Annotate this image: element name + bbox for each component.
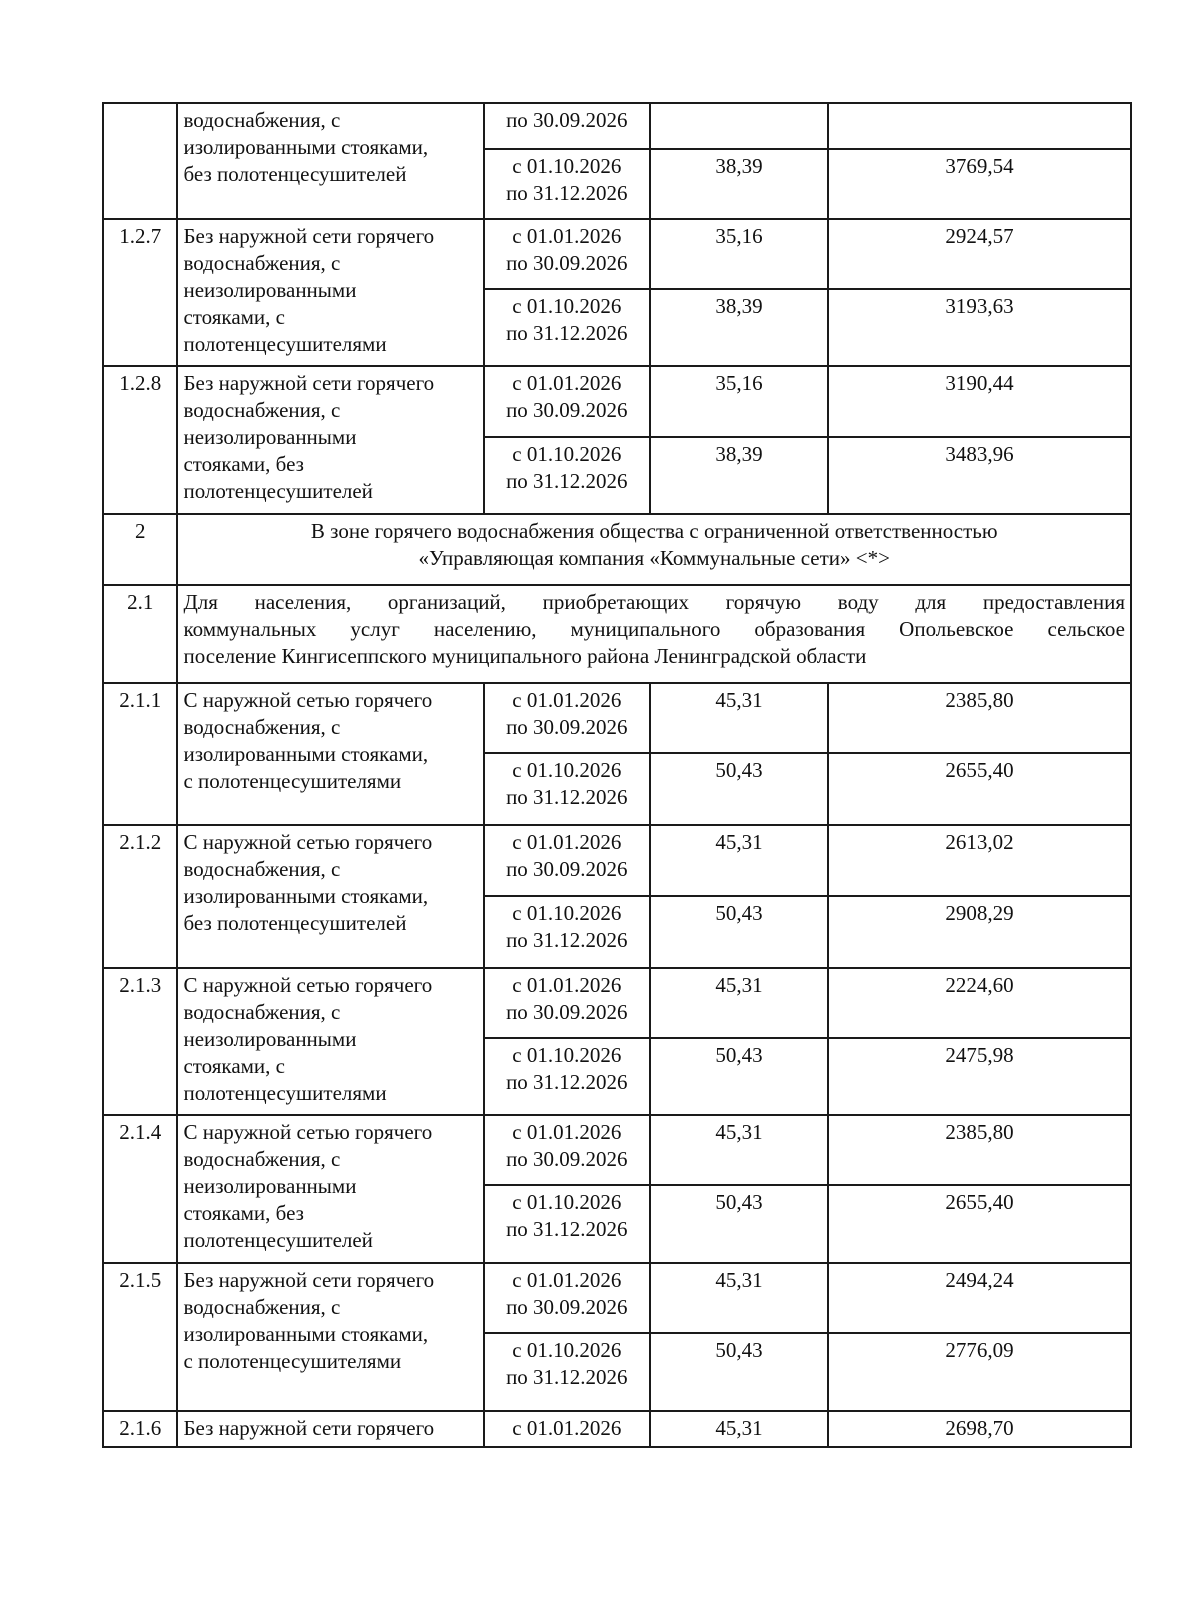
description-line: водоснабжения, с <box>183 1000 341 1024</box>
period-cell <box>484 683 651 753</box>
description-line: водоснабжения, с <box>183 715 341 739</box>
amount-cell <box>828 1038 1131 1115</box>
period-line: по 30.09.2026 <box>506 715 628 739</box>
rate-cell <box>650 1038 828 1115</box>
amount-cell <box>828 366 1131 437</box>
row-number-text: 2.1.1 <box>119 688 162 712</box>
rate-value: 45,31 <box>715 688 763 712</box>
rate-value: 50,43 <box>715 901 763 925</box>
description-line: неизолированными <box>183 278 357 302</box>
period-cell <box>484 219 651 289</box>
period-line: с 01.10.2026 <box>512 1338 622 1362</box>
period-line: с 01.10.2026 <box>512 154 622 178</box>
amount-value: 3769,54 <box>945 154 1014 178</box>
rate-cell <box>650 219 828 289</box>
amount-cell <box>828 683 1131 753</box>
description-line: полотенцесушителями <box>183 1081 387 1105</box>
period-line: с 01.01.2026 <box>512 1416 622 1440</box>
description-line: С наружной сетью горячего <box>183 830 433 854</box>
description-line: полотенцесушителями <box>183 332 387 356</box>
amount-value: 3190,44 <box>945 371 1014 395</box>
period-line: с 01.10.2026 <box>512 442 622 466</box>
description-line: С наружной сетью горячего <box>183 973 433 997</box>
period-line: с 01.10.2026 <box>512 1190 622 1214</box>
subsection-text-line: поселение Кингисеппского муниципального района Ленинградской области <box>183 644 867 668</box>
description-line: изолированными стояками, <box>183 742 429 766</box>
row-number-text: 2.1.2 <box>119 830 162 854</box>
rate-value: 45,31 <box>715 1416 763 1440</box>
subsection-text-line: Для населения, организаций, приобретающих горячую воду для предоставления <box>183 590 1125 614</box>
row-number-text: 2.1.4 <box>119 1120 162 1144</box>
period-line: с 01.01.2026 <box>512 371 622 395</box>
amount-cell <box>828 437 1131 514</box>
period-cell <box>484 1411 651 1447</box>
amount-value: 2908,29 <box>945 901 1014 925</box>
description-line: неизолированными <box>183 425 357 449</box>
amount-cell <box>828 1115 1131 1185</box>
row-description <box>177 1411 483 1447</box>
amount-value: 2655,40 <box>945 758 1014 782</box>
description-line: Без наружной сети горячего <box>183 224 435 248</box>
description-line: полотенцесушителей <box>183 479 373 503</box>
period-line: по 30.09.2026 <box>506 1295 628 1319</box>
row-description <box>177 683 483 825</box>
amount-cell <box>828 1411 1131 1447</box>
period-line: с 01.01.2026 <box>512 1268 622 1292</box>
row-description <box>177 968 483 1115</box>
description-line: С наружной сетью горячего <box>183 1120 433 1144</box>
row-number <box>103 219 177 366</box>
section-title-line: «Управляющая компания «Коммунальные сети» <*> <box>418 546 890 570</box>
rate-value: 50,43 <box>715 758 763 782</box>
description-line: стояками, без <box>183 452 304 476</box>
section-number <box>103 514 177 585</box>
rate-cell <box>650 149 828 219</box>
amount-value: 3193,63 <box>945 294 1014 318</box>
subsection-text-line: коммунальных услуг населению, муниципального образования Опольевское сельское <box>183 617 1125 641</box>
description-line: стояками, без <box>183 1201 304 1225</box>
description-line: неизолированными <box>183 1174 357 1198</box>
period-line: с 01.10.2026 <box>512 901 622 925</box>
amount-cell <box>828 219 1131 289</box>
row-number-text: 2.1.6 <box>119 1416 162 1440</box>
period-cell <box>484 437 651 514</box>
description-line: водоснабжения, с <box>183 857 341 881</box>
period-cell <box>484 103 651 149</box>
row-number <box>103 683 177 825</box>
section-header-row <box>103 514 1131 585</box>
row-number-text: 1.2.7 <box>119 224 162 248</box>
amount-value: 2224,60 <box>945 973 1014 997</box>
amount-value: 2494,24 <box>945 1268 1014 1292</box>
period-cell <box>484 825 651 896</box>
row-description <box>177 1263 483 1411</box>
description-line: водоснабжения, с <box>183 398 341 422</box>
period-cell <box>484 1185 651 1263</box>
row-description <box>177 1115 483 1263</box>
amount-value: 2613,02 <box>945 830 1014 854</box>
period-line: с 01.10.2026 <box>512 1043 622 1067</box>
rate-cell <box>650 437 828 514</box>
row-number <box>103 366 177 514</box>
section-number-text: 2 <box>134 519 146 543</box>
period-cell <box>484 366 651 437</box>
row-number <box>103 1115 177 1263</box>
tariff-table <box>102 102 1132 1448</box>
rate-value: 50,43 <box>715 1338 763 1362</box>
row-number <box>103 103 177 219</box>
row-description <box>177 825 483 968</box>
rate-value: 45,31 <box>715 1120 763 1144</box>
description-line: с полотенцесушителями <box>183 1349 402 1373</box>
table-row <box>103 968 1131 1038</box>
description-line: Без наружной сети горячего <box>183 1416 435 1440</box>
row-number <box>103 1263 177 1411</box>
period-line: по 31.12.2026 <box>506 321 628 345</box>
subsection-text <box>177 585 1131 683</box>
period-line: по 30.09.2026 <box>506 857 628 881</box>
description-line: водоснабжения, с <box>183 251 341 275</box>
rate-cell <box>650 968 828 1038</box>
period-line: с 01.01.2026 <box>512 1120 622 1144</box>
rate-cell <box>650 366 828 437</box>
rate-cell <box>650 1185 828 1263</box>
rate-value: 50,43 <box>715 1190 763 1214</box>
period-cell <box>484 149 651 219</box>
period-line: с 01.01.2026 <box>512 830 622 854</box>
amount-value: 2385,80 <box>945 1120 1014 1144</box>
amount-value: 2924,57 <box>945 224 1014 248</box>
rate-value: 45,31 <box>715 1268 763 1292</box>
amount-value: 2655,40 <box>945 1190 1014 1214</box>
description-line: с полотенцесушителями <box>183 769 402 793</box>
row-description <box>177 366 483 514</box>
row-description <box>177 219 483 366</box>
row-number-text: 1.2.8 <box>119 371 162 395</box>
row-number-text: 2.1.3 <box>119 973 162 997</box>
description-line: изолированными стояками, <box>183 1322 429 1346</box>
row-description <box>177 103 483 219</box>
description-line: изолированными стояками, <box>183 135 429 159</box>
description-line: полотенцесушителей <box>183 1228 373 1252</box>
amount-cell <box>828 753 1131 825</box>
amount-cell <box>828 1185 1131 1263</box>
rate-value: 38,39 <box>715 442 763 466</box>
subsection-number <box>103 585 177 683</box>
period-line: с 01.01.2026 <box>512 224 622 248</box>
description-line: изолированными стояками, <box>183 884 429 908</box>
description-line: без полотенцесушителей <box>183 911 407 935</box>
amount-cell <box>828 103 1131 149</box>
period-cell <box>484 968 651 1038</box>
amount-cell <box>828 289 1131 366</box>
period-line: с 01.01.2026 <box>512 973 622 997</box>
rate-cell <box>650 753 828 825</box>
period-cell <box>484 289 651 366</box>
amount-value: 2475,98 <box>945 1043 1014 1067</box>
table-row <box>103 683 1131 753</box>
amount-value: 2698,70 <box>945 1416 1014 1440</box>
rate-cell <box>650 683 828 753</box>
rate-value: 38,39 <box>715 294 763 318</box>
period-line: по 30.09.2026 <box>506 398 628 422</box>
period-line: по 31.12.2026 <box>506 1217 628 1241</box>
description-line: водоснабжения, с <box>183 1295 341 1319</box>
amount-cell <box>828 825 1131 896</box>
section-title-line: В зоне горячего водоснабжения общества с ограниченной ответственностью <box>310 519 998 543</box>
rate-value: 45,31 <box>715 830 763 854</box>
amount-value: 2776,09 <box>945 1338 1014 1362</box>
rate-cell <box>650 1411 828 1447</box>
rate-cell <box>650 1263 828 1333</box>
period-line: с 01.10.2026 <box>512 758 622 782</box>
amount-cell <box>828 149 1131 219</box>
amount-cell <box>828 1333 1131 1411</box>
rate-cell <box>650 103 828 149</box>
table-row <box>103 219 1131 289</box>
table-row <box>103 1411 1131 1447</box>
rate-cell <box>650 896 828 968</box>
period-cell <box>484 1263 651 1333</box>
table-row <box>103 1263 1131 1333</box>
amount-cell <box>828 968 1131 1038</box>
rate-cell <box>650 289 828 366</box>
period-cell <box>484 1038 651 1115</box>
period-line: по 31.12.2026 <box>506 1070 628 1094</box>
period-line: по 30.09.2026 <box>506 1147 628 1171</box>
description-line: Без наружной сети горячего <box>183 1268 435 1292</box>
description-line: стояками, с <box>183 1054 285 1078</box>
amount-value: 2385,80 <box>945 688 1014 712</box>
rate-cell <box>650 825 828 896</box>
period-line: по 30.09.2026 <box>506 1000 628 1024</box>
period-line: по 31.12.2026 <box>506 785 628 809</box>
period-line: по 31.12.2026 <box>506 181 628 205</box>
table-row <box>103 825 1131 896</box>
period-line: по 30.09.2026 <box>506 251 628 275</box>
description-line: неизолированными <box>183 1027 357 1051</box>
amount-value: 3483,96 <box>945 442 1014 466</box>
description-line: С наружной сетью горячего <box>183 688 433 712</box>
period-cell <box>484 753 651 825</box>
rate-value: 45,31 <box>715 973 763 997</box>
amount-cell <box>828 896 1131 968</box>
period-line: с 01.01.2026 <box>512 688 622 712</box>
description-line: Без наружной сети горячего <box>183 371 435 395</box>
rate-cell <box>650 1333 828 1411</box>
description-line: без полотенцесушителей <box>183 162 407 186</box>
period-cell <box>484 896 651 968</box>
period-cell <box>484 1115 651 1185</box>
rate-cell <box>650 1115 828 1185</box>
period-line: с 01.10.2026 <box>512 294 622 318</box>
table-row <box>103 366 1131 437</box>
rate-value: 35,16 <box>715 224 763 248</box>
description-line: стояками, с <box>183 305 285 329</box>
row-number <box>103 1411 177 1447</box>
rate-value: 50,43 <box>715 1043 763 1067</box>
period-line: по 30.09.2026 <box>506 108 628 132</box>
period-line: по 31.12.2026 <box>506 928 628 952</box>
description-line: водоснабжения, с <box>183 1147 341 1171</box>
rate-value: 35,16 <box>715 371 763 395</box>
row-number <box>103 968 177 1115</box>
rate-value: 38,39 <box>715 154 763 178</box>
row-number <box>103 825 177 968</box>
subsection-row <box>103 585 1131 683</box>
period-line: по 31.12.2026 <box>506 1365 628 1389</box>
period-line: по 31.12.2026 <box>506 469 628 493</box>
row-number-text: 2.1.5 <box>119 1268 162 1292</box>
section-title <box>177 514 1131 585</box>
amount-cell <box>828 1263 1131 1333</box>
table-row <box>103 1115 1131 1185</box>
table-row <box>103 103 1131 149</box>
period-cell <box>484 1333 651 1411</box>
subsection-number-text: 2.1 <box>127 590 154 614</box>
description-line: водоснабжения, с <box>183 108 341 132</box>
